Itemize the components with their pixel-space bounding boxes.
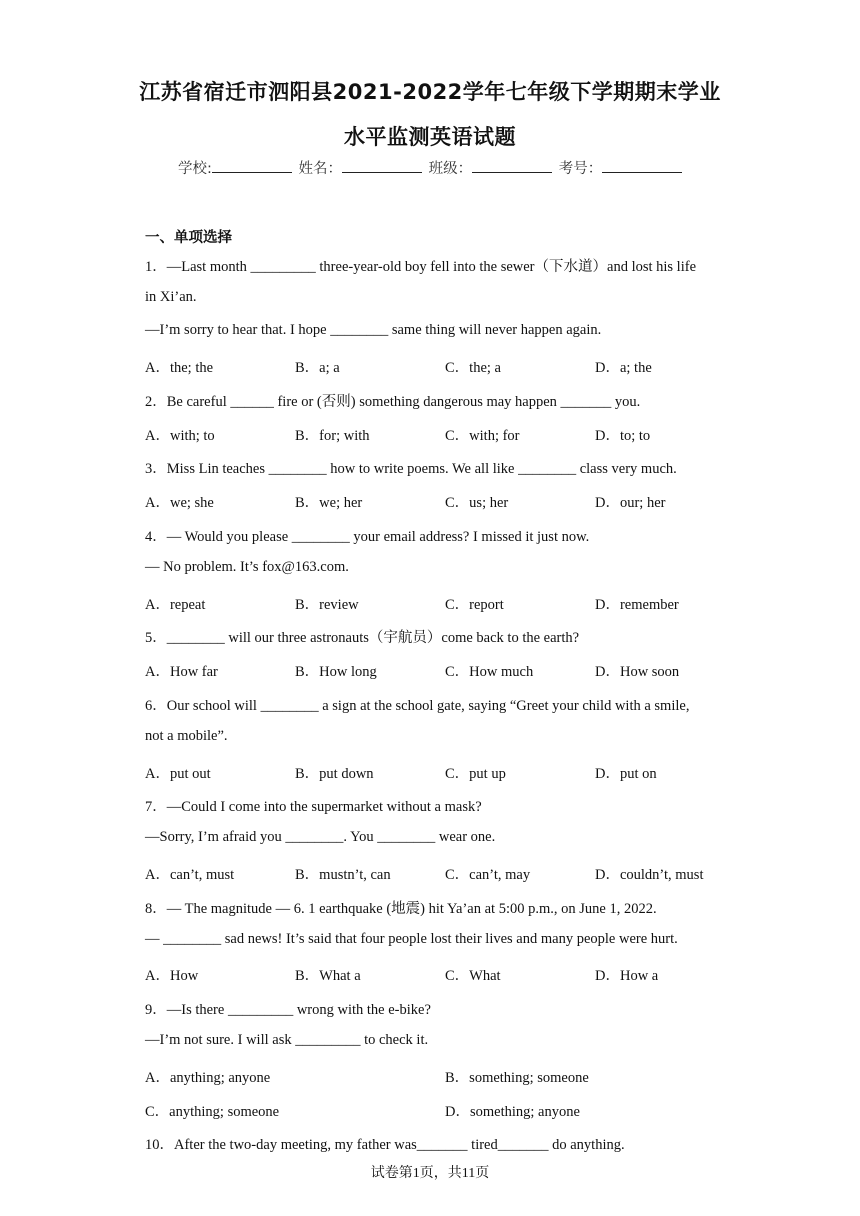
question-7-line-2: —Sorry, I’m afraid you ________. You ________ wear one.	[145, 829, 496, 845]
question-5-option-c[interactable]: C．How much	[445, 664, 534, 680]
question-9-option-b[interactable]: B．something; someone	[445, 1070, 589, 1086]
question-8-option-c[interactable]: C．What	[445, 968, 501, 984]
question-4-option-b[interactable]: B．review	[295, 597, 359, 613]
question-2-option-c[interactable]: C．with; for	[445, 428, 520, 444]
question-2-option-a[interactable]: A．with; to	[145, 428, 215, 444]
question-4-line-2: — No problem. It’s fox@163.com.	[145, 559, 349, 575]
exam-number-blank[interactable]	[602, 158, 682, 173]
question-4-line-1: 4．— Would you please ________ your email address? I missed it just now.	[145, 529, 590, 545]
question-3-option-b[interactable]: B．we; her	[295, 495, 363, 511]
question-1-line-2: in Xi’an.	[145, 289, 197, 305]
name-blank[interactable]	[342, 158, 422, 173]
question-5-line-1: 5．________ will our three astronauts（宇航员）come back to the earth?	[145, 630, 580, 646]
name-label: 姓名：	[298, 161, 342, 177]
question-8-option-b[interactable]: B．What a	[295, 968, 361, 984]
question-5-option-b[interactable]: B．How long	[295, 664, 377, 680]
question-5-option-d[interactable]: D．How soon	[595, 664, 680, 680]
question-6-line-2: not a mobile”.	[145, 728, 228, 744]
question-6-option-b[interactable]: B．put down	[295, 766, 374, 782]
question-6-option-c[interactable]: C．put up	[445, 766, 506, 782]
question-4-option-a[interactable]: A．repeat	[145, 597, 206, 613]
question-3-option-a[interactable]: A．we; she	[145, 495, 214, 511]
student-info-row	[178, 157, 684, 178]
question-7-option-d[interactable]: D．couldn’t, must	[595, 867, 704, 883]
question-3-option-d[interactable]: D．our; her	[595, 495, 666, 511]
exam-title-line-2: 水平监测英语试题	[344, 125, 516, 149]
question-8-option-d[interactable]: D．How a	[595, 968, 659, 984]
question-9-line-1: 9．—Is there _________ wrong with the e-bike?	[145, 1002, 431, 1018]
question-2-line-1: 2．Be careful ______ fire or (否则) something dangerous may happen _______ you.	[145, 394, 641, 410]
page-footer: 试卷第1页，共11页	[370, 1166, 490, 1181]
section-title: 一、单项选择	[145, 230, 232, 246]
question-5-option-a[interactable]: A．How far	[145, 664, 218, 680]
question-1-option-c[interactable]: C．the; a	[445, 360, 501, 376]
question-1-option-a[interactable]: A．the; the	[145, 360, 214, 376]
question-9-option-c[interactable]: C．anything; someone	[145, 1104, 280, 1120]
question-9-option-d[interactable]: D．something; anyone	[445, 1104, 580, 1120]
question-1-option-d[interactable]: D．a; the	[595, 360, 652, 376]
question-3-line-1: 3．Miss Lin teaches ________ how to write poems. We all like ________ class very much.	[145, 461, 677, 477]
question-7-option-a[interactable]: A．can’t, must	[145, 867, 235, 883]
question-2-option-d[interactable]: D．to; to	[595, 428, 651, 444]
question-8-option-a[interactable]: A．How	[145, 968, 199, 984]
question-1-line-3: —I’m sorry to hear that. I hope ________ same thing will never happen again.	[145, 322, 602, 338]
exam-number-label: 考号：	[558, 161, 603, 177]
exam-title-line-1: 江苏省宿迁市泗阳县2021-2022学年七年级下学期期末学业	[139, 80, 721, 104]
question-10-line-1: 10．After the two-day meeting, my father was_______ tired_______ do anything.	[145, 1137, 625, 1153]
question-7-line-1: 7．—Could I come into the supermarket without a mask?	[145, 799, 482, 815]
question-6-line-1: 6．Our school will ________ a sign at the school gate, saying “Greet your child with a smile,	[145, 698, 690, 714]
question-9-option-a[interactable]: A．anything; anyone	[145, 1070, 271, 1086]
class-label: 班级：	[428, 161, 473, 177]
question-7-option-b[interactable]: B．mustn’t, can	[295, 867, 391, 883]
question-8-line-2: — ________ sad news! It’s said that four people lost their lives and many people were hurt.	[145, 931, 678, 947]
question-4-option-c[interactable]: C．report	[445, 597, 504, 613]
question-2-option-b[interactable]: B．for; with	[295, 428, 370, 444]
question-4-option-d[interactable]: D．remember	[595, 597, 679, 613]
question-8-line-1: 8．— The magnitude — 6. 1 earthquake (地震) hit Ya’an at 5:00 p.m., on June 1, 2022.	[145, 901, 657, 917]
question-6-option-d[interactable]: D．put on	[595, 766, 657, 782]
school-label: 学校:	[178, 161, 212, 177]
question-9-line-2: —I’m not sure. I will ask _________ to check it.	[145, 1032, 429, 1048]
school-blank[interactable]	[212, 158, 292, 173]
class-blank[interactable]	[472, 158, 552, 173]
question-3-option-c[interactable]: C．us; her	[445, 495, 509, 511]
question-1-line-1: 1．—Last month _________ three-year-old boy fell into the sewer（下水道）and lost his life	[145, 259, 697, 275]
question-1-option-b[interactable]: B．a; a	[295, 360, 340, 376]
question-7-option-c[interactable]: C．can’t, may	[445, 867, 531, 883]
question-6-option-a[interactable]: A．put out	[145, 766, 211, 782]
